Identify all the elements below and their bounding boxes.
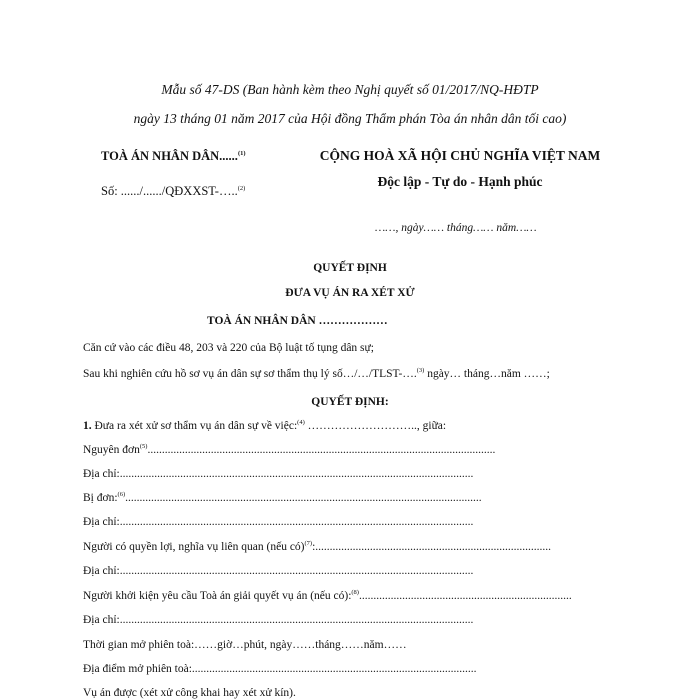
item-1 <box>83 420 446 432</box>
issue-date-line: ……, ngày…… tháng…… năm…… <box>375 222 537 234</box>
footnote-marker: (8) <box>351 589 359 597</box>
decision-number <box>101 184 245 199</box>
court-name-text: TOÀ ÁN NHÂN DÂN...... <box>101 149 238 163</box>
legal-basis: Căn cứ vào các điều 48, 203 và 220 của Bộ luật tố tụng dân sự; <box>83 342 374 354</box>
defendant-label: Bị đơn: <box>83 492 118 504</box>
footnote-marker: (5) <box>139 443 148 451</box>
plaintiff-blank: ......................................................................................................................... <box>147 444 496 456</box>
footnote-marker: (2) <box>237 184 246 192</box>
trial-time: Thời gian mở phiên toà:……giờ…phút, ngày……tháng……năm…… <box>83 639 407 651</box>
plaintiff-label: Nguyên đơn <box>83 444 140 456</box>
national-title: CỘNG HOÀ XÃ HỘI CHỦ NGHĨA VIỆT NAM <box>319 148 601 163</box>
document-subject: ĐƯA VỤ ÁN RA XÉT XỬ <box>285 287 415 299</box>
related-party-blank: :.................................................................................. <box>312 541 552 553</box>
item-1-tail: ……………………….., giữa: <box>304 420 447 432</box>
defendant-address: Địa chỉ:........................................................................................................................... <box>83 516 474 528</box>
defendant-field <box>83 492 482 504</box>
item-number: 1. <box>83 420 92 432</box>
issuing-court: TOÀ ÁN NHÂN DÂN ……………… <box>207 315 388 327</box>
case-reference <box>83 368 550 380</box>
plaintiff-field <box>83 444 495 456</box>
national-motto: Độc lập - Tự do - Hạnh phúc <box>377 174 543 189</box>
petitioner-field <box>83 590 572 602</box>
related-party-label: Người có quyền lợi, nghĩa vụ liên quan (nếu có) <box>83 541 305 553</box>
plaintiff-address: Địa chỉ:........................................................................................................................... <box>83 468 474 480</box>
trial-type: Vụ án được (xét xử công khai hay xét xử kín). <box>83 687 296 699</box>
decides-heading: QUYẾT ĐỊNH: <box>311 396 389 408</box>
defendant-blank: ............................................................................................................................ <box>125 492 482 504</box>
related-party-address: Địa chỉ:........................................................................................................................... <box>83 565 474 577</box>
petitioner-label: Người khởi kiện yêu cầu Toà án giải quyết vụ án (nếu có): <box>83 590 352 602</box>
form-header-line1: Mẫu số 47-DS (Ban hành kèm theo Nghị quyết số 01/2017/NQ-HĐTP <box>161 82 539 97</box>
case-reference-text: Sau khi nghiên cứu hồ sơ vụ án dân sự sơ thẩm thụ lý số…/…/TLST-…. <box>83 368 417 380</box>
petitioner-address: Địa chỉ:........................................................................................................................... <box>83 614 474 626</box>
case-reference-date: ngày… tháng…năm ……; <box>424 368 550 380</box>
footnote-marker: (1) <box>237 149 246 157</box>
form-header-line2: ngày 13 tháng 01 năm 2017 của Hội đồng Thẩm phán Tòa án nhân dân tối cao) <box>133 111 567 126</box>
item-1-text: Đưa ra xét xử sơ thẩm vụ án dân sự về việc: <box>91 420 298 432</box>
footnote-marker: (7) <box>304 540 313 548</box>
trial-place: Địa điểm mở phiên toà:................................................................................................... <box>83 663 477 675</box>
footnote-marker: (6) <box>117 491 126 499</box>
petitioner-blank: .......................................................................... <box>358 590 572 602</box>
related-party-field <box>83 541 551 553</box>
court-name <box>101 149 246 164</box>
decision-number-text: Số: ....../....../QĐXXST-….. <box>101 184 238 198</box>
document-title: QUYẾT ĐỊNH <box>313 262 387 274</box>
footnote-marker: (3) <box>416 367 425 375</box>
footnote-marker: (4) <box>297 419 305 427</box>
